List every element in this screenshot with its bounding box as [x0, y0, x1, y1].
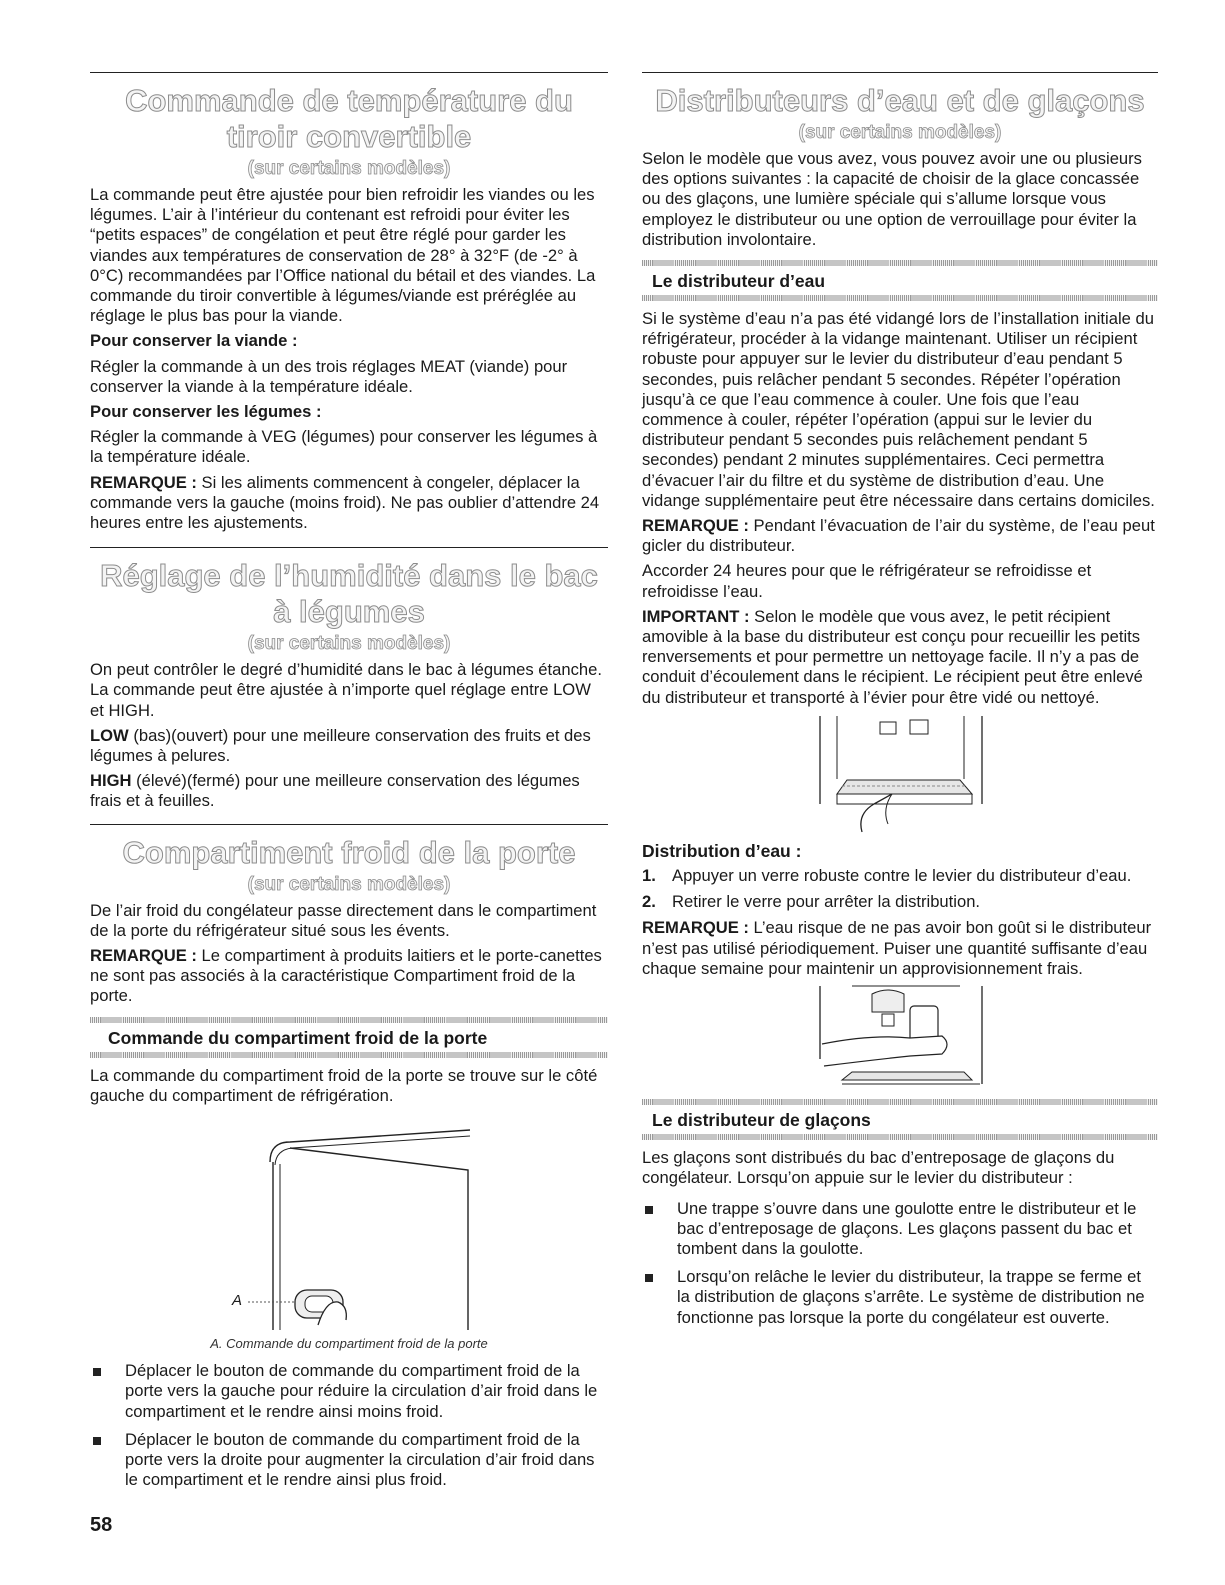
ice-dispenser-bullets	[642, 1199, 1158, 1328]
figure-caption: A. Commande du compartiment froid de la porte	[210, 1336, 488, 1352]
note-text: Si les aliments commencent à congeler, déplacer la commande vers la gauche (moins froid). Ne pas oublier d’attendre 24 heures entre les ajustements.	[90, 472, 600, 533]
drip-tray-illustration	[642, 714, 1158, 839]
step-text: Appuyer un verre robuste contre le levier du distributeur d’eau.	[672, 866, 1132, 886]
section-subtitle: (sur certains modèles)	[798, 122, 1002, 143]
section-title-humidity: Réglage de l’humidité dans le bac à légumes	[100, 558, 598, 630]
section-subtitle: (sur certains modèles)	[247, 633, 451, 655]
section-subtitle: (sur certains modèles)	[247, 158, 451, 179]
distribution-heading: Distribution d’eau :	[642, 840, 802, 861]
section-divider	[90, 824, 608, 825]
step-item	[642, 866, 1158, 886]
section-title-door-compartment: Compartiment froid de la porte	[122, 834, 576, 870]
section-title-dispensers: Distributeurs d’eau et de glaçons	[655, 83, 1145, 118]
drip-tray-figure	[642, 714, 1158, 839]
note-label: REMARQUE :	[642, 918, 749, 938]
low-label: LOW	[90, 725, 129, 745]
note-paragraph	[90, 473, 608, 534]
left-column	[90, 72, 608, 1498]
list-item: Déplacer le bouton de commande du compartiment froid de la porte vers la gauche pour réduire la circulation d’air froid dans le compartiment et le rendre ainsi moins froid.	[90, 1361, 608, 1422]
subsection-heading: Commande du compartiment froid de la porte	[108, 1027, 488, 1048]
step-number: 1.	[642, 866, 656, 886]
door-compartment-figure	[90, 1120, 608, 1330]
section-title-convertible-drawer: Commande de température du tiroir convertible	[125, 83, 573, 154]
figure-label-a: A	[232, 1292, 243, 1310]
note-paragraph	[642, 516, 1158, 556]
high-label: HIGH	[90, 771, 132, 791]
paragraph: Régler la commande à VEG (légumes) pour conserver les légumes à la température idéale.	[90, 427, 598, 467]
glass-dispensing-figure	[642, 984, 1158, 1089]
door-control-bullets	[90, 1361, 608, 1490]
paragraph: Régler la commande à un des trois réglages MEAT (viande) pour conserver la viande à la température idéale.	[90, 356, 568, 396]
important-label: IMPORTANT :	[642, 606, 750, 626]
page-number: 58	[90, 1514, 113, 1536]
right-column	[642, 72, 1158, 1336]
note-label: REMARQUE :	[90, 472, 197, 492]
step-text: Retirer le verre pour arrêter la distribution.	[672, 892, 981, 912]
subsection-heading-ice: Le distributeur de glaçons	[652, 1110, 871, 1131]
note-paragraph	[642, 918, 1158, 979]
distribution-steps	[642, 866, 1158, 912]
paragraph: La commande du compartiment froid de la porte se trouve sur le côté gauche du compartiment de réfrigération.	[90, 1065, 598, 1105]
list-item: Une trappe s’ouvre dans une goulotte entre le distributeur et le bac d’entreposage de glaçons. Les glaçons passent du bac et tombent dans la goulotte.	[642, 1199, 1158, 1260]
important-text: Selon le modèle que vous avez, le petit récipient amovible à la base du distributeur est conçu pour recueillir les petits renversements et pour permettre un nettoyage facile. Il n’y a pas de conduit d’écoulement dans le récipient. Le récipient peut être enlevé du distributeur et transporté à l’évier pour être vidé ou nettoyé.	[642, 606, 1143, 707]
note-label: REMARQUE :	[90, 946, 197, 966]
paragraph: Si le système d’eau n’a pas été vidangé lors de l’installation initiale du réfrigérateur, procéder à la vidange maintenant. Utiliser un récipient robuste pour appuyer sur le levier du distributeur d’eau pendant 5 secondes, puis relâcher pendant 5 secondes. Répéter l’opération jusqu’à ce que l’eau commence à couler. Une fois que l’eau commence à couler, répéter l’opération (appui sur le levier du distributeur pendant 5 secondes puis relâchement pendant 5 secondes) pendant 2 minutes supplémentaires. Ceci permettra d’évacuer l’air du filtre et du système de distribution d’eau. Une vidange supplémentaire peut être nécessaire dans certains domiciles.	[642, 309, 1155, 510]
list-item: Déplacer le bouton de commande du compartiment froid de la porte vers la droite pour augmenter la circulation d’air froid dans le compartiment et le rendre ainsi plus froid.	[90, 1430, 608, 1491]
low-text: (bas)(ouvert) pour une meilleure conservation des fruits et des légumes à pelures.	[90, 725, 591, 766]
important-paragraph	[642, 607, 1158, 708]
section-divider	[90, 72, 608, 73]
step-number: 2.	[642, 892, 656, 912]
low-paragraph	[90, 726, 608, 766]
subsection-heading-water: Le distributeur d’eau	[652, 271, 826, 292]
note-paragraph	[90, 946, 608, 1007]
section-subtitle: (sur certains modèles)	[247, 873, 451, 895]
section-divider	[90, 547, 608, 548]
glass-dispensing-illustration	[642, 984, 1158, 1089]
veg-heading: Pour conserver les légumes :	[90, 402, 322, 422]
paragraph: Accorder 24 heures pour que le réfrigérateur se refroidisse et refroidisse l’eau.	[642, 561, 1092, 601]
note-text: Le compartiment à produits laitiers et le porte-canettes ne sont pas associés à la caractéristique Compartiment froid de la porte.	[90, 946, 602, 1006]
section-divider	[642, 72, 1158, 73]
meat-heading: Pour conserver la viande :	[90, 331, 298, 351]
high-paragraph	[90, 771, 608, 811]
step-item	[642, 892, 1158, 912]
door-control-illustration	[90, 1120, 608, 1330]
note-label: REMARQUE :	[642, 516, 749, 536]
list-item: Lorsqu’on relâche le levier du distributeur, la trappe se ferme et la distribution de glaçons s’arrête. Le système de distribution ne fonctionne pas lorsque la porte du congélateur est ouverte.	[642, 1267, 1158, 1328]
paragraph: De l’air froid du congélateur passe directement dans le compartiment de la porte du réfrigérateur situé sous les évents.	[90, 900, 597, 940]
note-text: L’eau risque de ne pas avoir bon goût si le distributeur n’est pas utilisé périodiquement. Puiser une quantité suffisante d’eau chaque semaine pour maintenir un approvisionnement frais.	[642, 918, 1152, 978]
high-text: (élevé)(fermé) pour une meilleure conservation des légumes frais et à feuilles.	[90, 771, 580, 811]
paragraph: Selon le modèle que vous avez, vous pouvez avoir une ou plusieurs des options suivantes : la capacité de choisir de la glace concassée ou des glaçons, une lumière spéciale qui s’allume lorsque vous employez le distributeur ou une option de verrouillage pour éviter la distribution involontaire.	[642, 149, 1142, 249]
paragraph: On peut contrôler le degré d’humidité dans le bac à légumes étanche. La commande peut être ajustée à n’importe quel réglage entre LOW et HIGH.	[90, 660, 602, 720]
paragraph: Les glaçons sont distribués du bac d’entreposage de glaçons du congélateur. Lorsqu’on appuie sur le levier du distributeur :	[642, 1148, 1115, 1188]
paragraph: La commande peut être ajustée pour bien refroidir les viandes ou les légumes. L’air à l’intérieur du contenant est refroidi pour éviter les “petits espaces” de congélation et peut être réglé pour garder les viandes aux températures de conservation de 28° à 32°F (de -2° à 0°C) recommandées par l’Office national du bétail et des viandes. La commande du tiroir convertible à légumes/viande est préréglée au réglage le plus bas pour la viande.	[90, 185, 596, 326]
note-text: Pendant l’évacuation de l’air du système, de l’eau peut gicler du distributeur.	[642, 516, 1155, 556]
